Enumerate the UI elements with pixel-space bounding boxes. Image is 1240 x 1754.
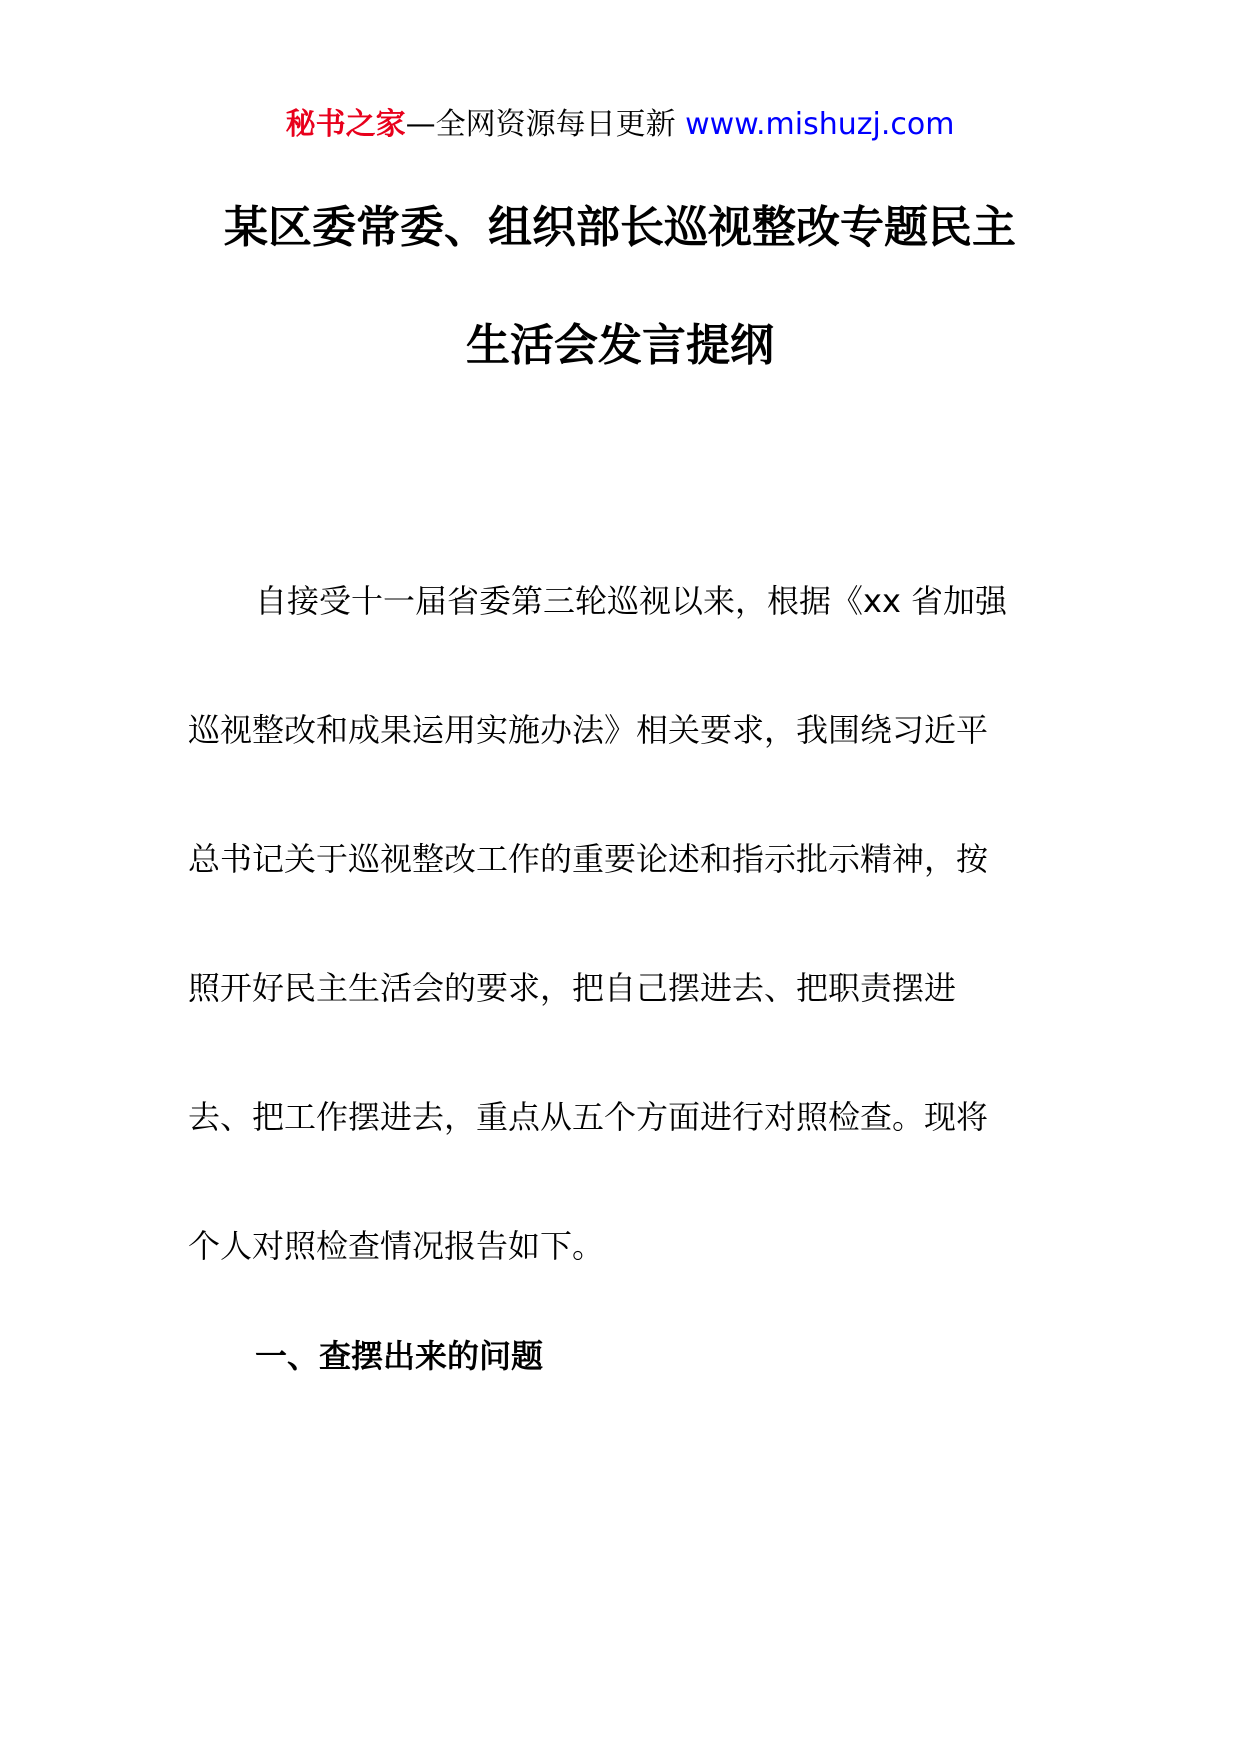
document-title-line-1: 某区委常委、组织部长巡视整改专题民主 [224, 202, 1016, 253]
site-tagline: —全网资源每日更新 [405, 107, 676, 142]
paragraph-line-5: 去、把工作摆进去，重点从五个方面进行对照检查。现将 [188, 1098, 989, 1136]
paragraph-line-3: 总书记关于巡视整改工作的重要论述和指示批示精神，按 [188, 840, 989, 878]
paragraph-line-2: 巡视整改和成果运用实施办法》相关要求，我围绕习近平 [188, 711, 989, 749]
paragraph-line-4: 照开好民主生活会的要求，把自己摆进去、把职责摆进 [188, 969, 957, 1007]
document-title-line-2: 生活会发言提纲 [466, 320, 774, 371]
paragraph-line-6: 个人对照检查情况报告如下。 [188, 1227, 605, 1265]
site-brand: 秘书之家 [285, 107, 406, 142]
paragraph-line-1: 自接受十一届省委第三轮巡视以来，根据《xx 省加强 [255, 582, 1008, 620]
site-url-link[interactable]: www.mishuzj.com [685, 107, 955, 142]
site-header [0, 100, 1240, 150]
section-heading: 一、查摆出来的问题 [255, 1337, 544, 1375]
